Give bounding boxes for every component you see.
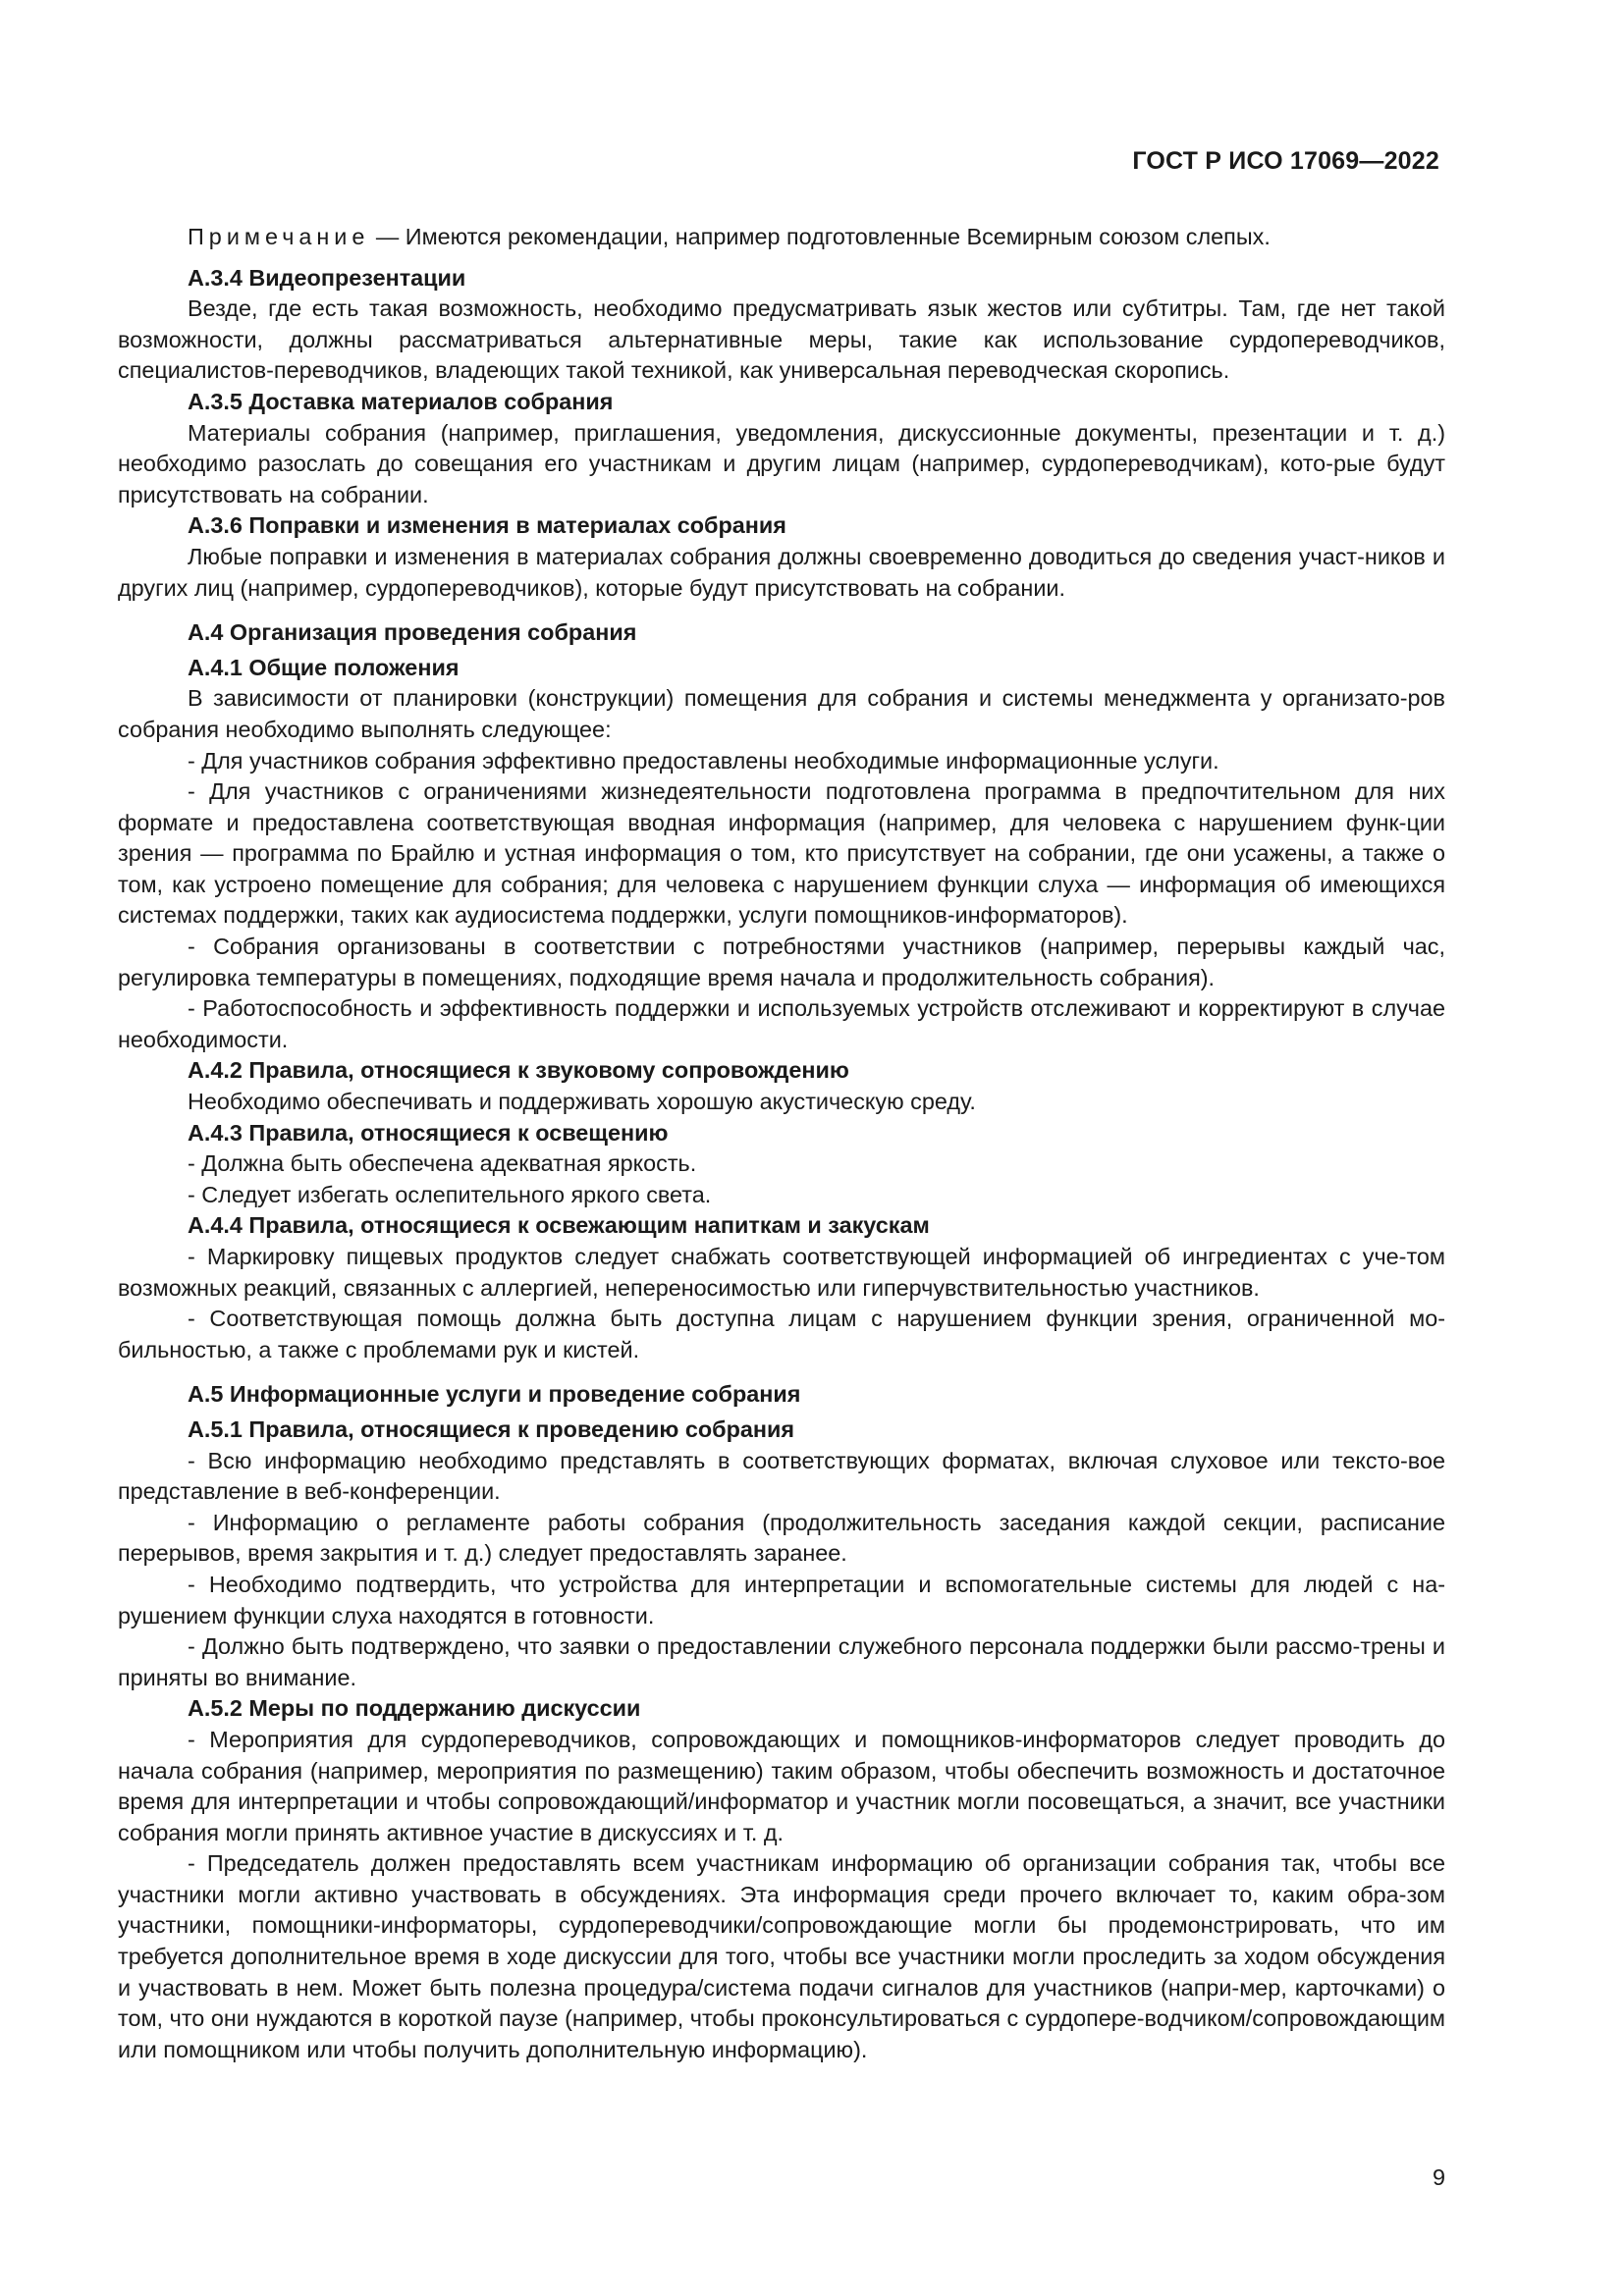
paragraph: Любые поправки и изменения в материалах собрания должны своевременно доводиться до сведения участ-ников и других лиц (например, сурдопереводчиков), которые будут присутствовать на собрании.: [118, 543, 1445, 601]
paragraph: Материалы собрания (например, приглашения, уведомления, дискуссионные документы, презентации и т. д.) необходимо разослать до совещания его участникам и другим лицам (например, сурдопереводчикам), кото-рые будут присутствовать на собрании.: [118, 419, 1445, 507]
list-item: - Маркировку пищевых продуктов следует снабжать соответствующей информацией об ингредиентах с уче-том возможных реакций, связанных с аллергией, непереносимостью или гиперчувствительностью участников.: [118, 1244, 1445, 1301]
note-label: Примечание: [188, 224, 370, 249]
paragraph: Везде, где есть такая возможность, необходимо предусматривать язык жестов или субтитры. Там, где нет такой возможности, должны рассматриваться альтернативные меры, такие как использование сурдопереводчиков, специалистов-переводчиков, владеющих такой техникой, как универсальная переводческая скоропись.: [118, 295, 1445, 384]
heading-a-4-1: А.4.1 Общие положения: [188, 654, 460, 680]
heading-a-4-3: А.4.3 Правила, относящиеся к освещению: [188, 1119, 669, 1146]
heading-a-4: А.4 Организация проведения собрания: [188, 619, 637, 646]
list-item: - Мероприятия для сурдопереводчиков, сопровождающих и помощников-информаторов следует проводить до начала собрания (например, мероприятия по размещению) таким образом, чтобы обеспечить возможность и достаточное время для интерпретации и чтобы сопровождающий/информатор и участник могли посовещаться, а значит, все участники собрания могли принять активное участие в дискуссиях и т. д.: [118, 1726, 1445, 1845]
list-item: - Для участников с ограничениями жизнедеятельности подготовлена программа в предпочтительном для них формате и предоставлена соответствующая вводная информация (например, для человека с нарушением функ-ции зрения — программа по Брайлю и устная информация о том, кто присутствует на собрании, где они усажены, а также о том, как устроено помещение для собрания; для человека с нарушением функции слуха — информация об имеющихся системах поддержки, таких как аудиосистема поддержки, услуги помощников-информаторов).: [118, 778, 1445, 929]
heading-a-3-5: А.3.5 Доставка материалов собрания: [188, 388, 614, 414]
page-number: 9: [1432, 2164, 1445, 2190]
list-item: - Собрания организованы в соответствии с потребностями участников (например, перерывы каждый час, регулировка температуры в помещениях, подходящие время начала и продолжительность собрания).: [118, 934, 1445, 990]
list-item: - Для участников собрания эффективно предоставлены необходимые информационные услуги.: [188, 747, 1219, 774]
list-item: - Председатель должен предоставлять всем участникам информацию об организации собрания так, чтобы все участники могли активно участвовать в обсуждениях. Эта информация среди прочего включает то, каким обра-зом участники, помощники-информаторы, сурдопереводчики/сопровождающие могли бы продемонстрировать, что им требуется дополнительное время в ходе дискуссии для того, чтобы все участники могли проследить за ходом обсуждения и участвовать в нем. Может быть полезна процедура/система подачи сигналов для участников (напри-мер, карточками) о том, что они нуждаются в короткой паузе (например, чтобы проконсультироваться с сурдопере-водчиком/сопровождающим или помощником или чтобы получить дополнительную информацию).: [118, 1850, 1445, 2062]
list-item: - Должна быть обеспечена адекватная яркость.: [188, 1150, 697, 1177]
heading-a-4-4: А.4.4 Правила, относящиеся к освежающим напиткам и закускам: [188, 1212, 930, 1239]
heading-a-3-6: А.3.6 Поправки и изменения в материалах собрания: [188, 512, 786, 539]
list-item: - Необходимо подтвердить, что устройства для интерпретации и вспомогательные системы для людей с на-рушением функции слуха находятся в готовности.: [118, 1571, 1445, 1629]
list-item: - Работоспособность и эффективность поддержки и используемых устройств отслеживают и корректируют в случае необходимости.: [118, 995, 1445, 1052]
list-item: - Должно быть подтверждено, что заявки о предоставлении служебного персонала поддержки были рассмо-трены и приняты во внимание.: [118, 1633, 1445, 1690]
paragraph: В зависимости от планировки (конструкции) помещения для собрания и системы менеджмента у организато-ров собрания необходимо выполнять следующее:: [118, 685, 1445, 742]
list-item: - Следует избегать ослепительного яркого света.: [188, 1181, 712, 1207]
heading-a-4-2: А.4.2 Правила, относящиеся к звуковому сопровождению: [188, 1057, 849, 1084]
heading-a-5: А.5 Информационные услуги и проведение собрания: [188, 1381, 801, 1408]
list-item: - Всю информацию необходимо представлять в соответствующих форматах, включая слуховое или тексто-вое представление в веб-конференции.: [118, 1447, 1445, 1505]
note-paragraph: [118, 222, 1445, 253]
heading-a-3-4: А.3.4 Видеопрезентации: [188, 264, 466, 291]
document-body: [118, 222, 1445, 2065]
paragraph: Необходимо обеспечивать и поддерживать хорошую акустическую среду.: [188, 1089, 976, 1115]
list-item: - Соответствующая помощь должна быть доступна лицам с нарушением функции зрения, ограниченной мо-бильностью, а также с проблемами рук и кистей.: [118, 1306, 1445, 1362]
standard-designation: ГОСТ Р ИСО 17069—2022: [1132, 147, 1439, 175]
heading-a-5-1: А.5.1 Правила, относящиеся к проведению собрания: [188, 1415, 795, 1442]
heading-a-5-2: А.5.2 Меры по поддержанию дискуссии: [188, 1695, 641, 1722]
note-text: — Имеются рекомендации, например подготовленные Всемирным союзом слепых.: [369, 224, 1271, 249]
list-item: - Информацию о регламенте работы собрания (продолжительность заседания каждой секции, расписание перерывов, время закрытия и т. д.) следует предоставлять заранее.: [118, 1509, 1445, 1567]
